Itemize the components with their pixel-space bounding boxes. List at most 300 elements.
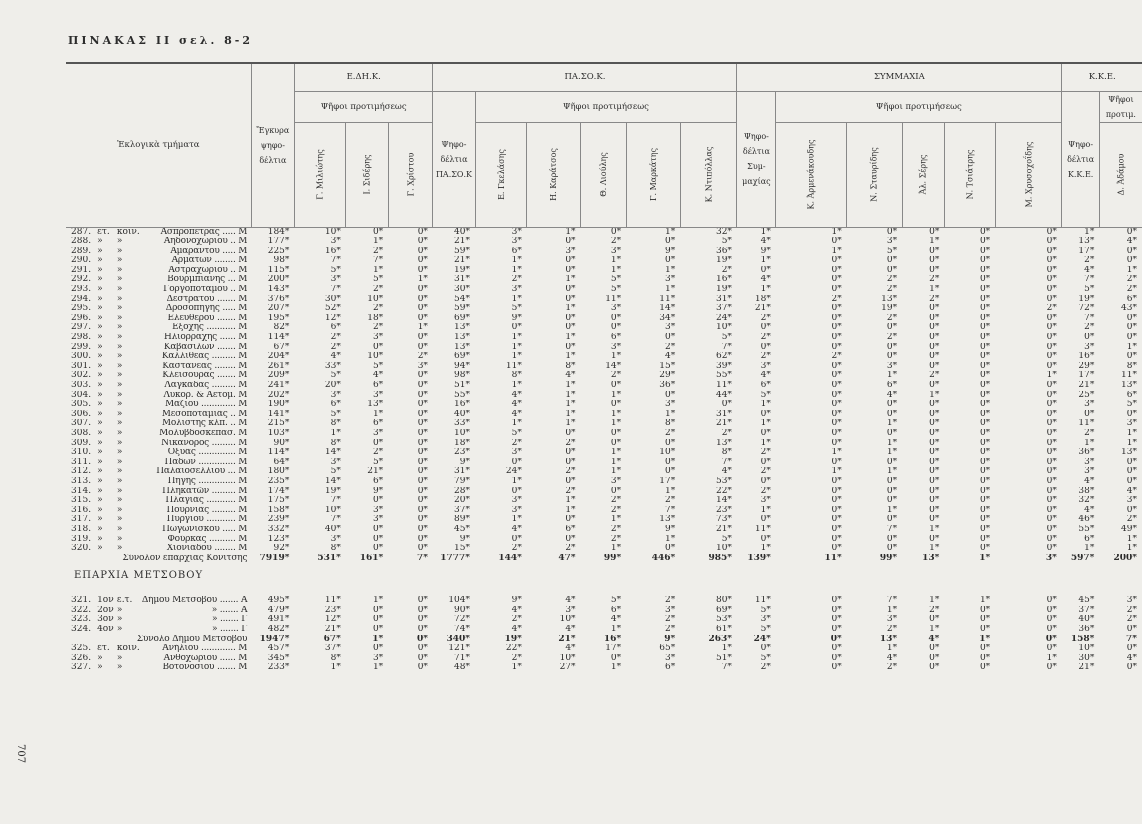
- pref-votes-symmachia: Ψῆφοι προτιμήσεως: [776, 91, 1062, 122]
- vote-count: 13*: [1121, 448, 1137, 458]
- vote-count: 0*: [417, 467, 428, 477]
- vote-count: 0*: [1046, 544, 1057, 554]
- vote-count: 0*: [979, 237, 991, 247]
- vote-count: 2*: [886, 285, 898, 295]
- vote-count: 45*: [454, 524, 470, 534]
- vote-count: 8*: [330, 544, 341, 554]
- vote-count: 62*: [715, 352, 732, 362]
- vote-count: 0*: [979, 381, 991, 390]
- vote-count: 1*: [1126, 265, 1137, 275]
- vote-count: 19*: [881, 304, 898, 314]
- vote-count: 0*: [886, 227, 898, 237]
- vote-count: 0*: [979, 605, 991, 615]
- vote-count: 2*: [417, 352, 428, 362]
- vote-count: 23*: [454, 448, 470, 458]
- vote-count: 0*: [929, 313, 940, 323]
- vote-count: 479*: [267, 605, 290, 615]
- table-row: [66, 644, 1142, 654]
- vote-count: 1*: [417, 323, 428, 333]
- vote-count: 0*: [831, 486, 842, 496]
- vote-count: 0*: [760, 476, 771, 486]
- vote-count: 1*: [760, 285, 771, 295]
- pref-votes-edik: Ψῆφοι προτιμήσεως: [294, 91, 433, 122]
- total-row: [66, 554, 1142, 564]
- vote-count: 0*: [979, 333, 991, 343]
- vote-count: 0*: [511, 457, 522, 467]
- vote-count: 1*: [886, 419, 898, 429]
- vote-count: 0*: [979, 515, 991, 525]
- vote-count: 0*: [831, 596, 842, 606]
- vote-count: 0*: [1046, 409, 1057, 419]
- vote-count: 2*: [831, 294, 842, 304]
- row-type: »: [97, 246, 103, 256]
- vote-count: 0*: [664, 438, 676, 448]
- vote-count: 2*: [929, 605, 940, 615]
- total-count: 1*: [979, 553, 991, 563]
- vote-count: 33*: [454, 419, 470, 429]
- row-id: 310.: [71, 448, 92, 458]
- vote-count: 21*: [1078, 663, 1095, 673]
- vote-count: 2*: [511, 275, 522, 285]
- row-type: »: [97, 663, 103, 673]
- vote-count: 33*: [324, 361, 341, 371]
- vote-count: 1*: [511, 352, 522, 362]
- vote-count: 0*: [417, 333, 428, 343]
- candidate-header: Κ. Ντιπόλλας: [680, 122, 737, 227]
- vote-count: 2*: [760, 352, 771, 362]
- vote-count: 0*: [1046, 352, 1057, 362]
- candidate-header: Γ. Μαρκάτης: [626, 122, 680, 227]
- vote-count: 5*: [610, 596, 622, 606]
- vote-count: 8*: [330, 438, 341, 448]
- vote-count: 0*: [831, 323, 842, 333]
- table-row: [66, 429, 1142, 439]
- vote-count: 0*: [610, 381, 622, 390]
- row-type: »: [97, 428, 103, 438]
- vote-count: 6*: [565, 524, 576, 534]
- vote-count: 1*: [511, 515, 522, 525]
- candidate-header: Θ. Λιούλης: [581, 122, 627, 227]
- vote-count: 20*: [324, 381, 341, 390]
- vote-count: 36*: [659, 381, 676, 390]
- vote-count: 0*: [1046, 476, 1057, 486]
- row-type: »: [97, 534, 103, 544]
- vote-count: 0*: [886, 544, 898, 554]
- vote-count: 1*: [565, 275, 576, 285]
- vote-count: 21*: [715, 524, 732, 534]
- vote-count: 0*: [929, 438, 940, 448]
- table-row: [66, 304, 1142, 314]
- row-kind: »: [116, 486, 123, 496]
- vote-count: 1*: [664, 265, 676, 275]
- row-kind: »: [116, 246, 123, 256]
- vote-count: 48*: [454, 663, 470, 673]
- total-count: 0*: [416, 634, 428, 644]
- vote-count: 1*: [929, 596, 940, 606]
- total-count: 1947*: [259, 634, 290, 644]
- row-id: 316.: [71, 505, 92, 515]
- vote-count: 0*: [929, 644, 940, 654]
- vote-count: 0*: [511, 323, 522, 333]
- vote-count: 90*: [454, 605, 470, 615]
- vote-count: 0*: [979, 486, 991, 496]
- vote-count: 0*: [417, 505, 428, 515]
- vote-count: 19*: [1078, 294, 1095, 304]
- vote-count: 13*: [454, 333, 470, 343]
- vote-count: 10*: [659, 448, 676, 458]
- vote-count: 0*: [979, 625, 991, 635]
- vote-count: 0*: [565, 265, 576, 275]
- vote-count: 53*: [715, 476, 732, 486]
- row-kind: »: [116, 237, 123, 247]
- row-id: 304.: [71, 390, 92, 400]
- vote-count: 3*: [372, 515, 384, 525]
- vote-count: 0*: [831, 663, 842, 673]
- vote-count: 0*: [886, 534, 898, 544]
- district-name: » ....... Α: [211, 605, 248, 615]
- total-count: 19*: [504, 634, 522, 644]
- table-body: [66, 227, 1142, 673]
- vote-count: 0*: [831, 313, 842, 323]
- vote-count: 9*: [372, 486, 384, 496]
- row-id: 291.: [71, 265, 92, 275]
- vote-count: 32*: [1078, 496, 1095, 506]
- vote-count: 54*: [454, 294, 470, 304]
- vote-count: 0*: [565, 457, 576, 467]
- vote-count: 4*: [886, 653, 898, 663]
- table-row: [66, 400, 1142, 410]
- district-name: Γοργοποτάμου .. Μ: [163, 285, 248, 295]
- total-count: 4*: [928, 634, 940, 644]
- vote-count: 0*: [979, 275, 991, 285]
- vote-count: 11*: [605, 294, 622, 304]
- vote-count: 0*: [979, 505, 991, 515]
- vote-count: 7*: [1084, 275, 1095, 285]
- vote-count: 0*: [417, 448, 428, 458]
- table-row: [66, 362, 1142, 372]
- district-name: » ....... Γ: [211, 625, 248, 635]
- vote-count: 1*: [330, 663, 341, 673]
- party-edik-header: Ε.ΔΗ.Κ.: [294, 63, 433, 91]
- vote-count: 9*: [664, 246, 676, 256]
- vote-count: 0*: [929, 505, 940, 515]
- vote-count: 175*: [267, 496, 290, 506]
- page-title: ΠΙΝΑΚΑΣ II σελ. 8-2: [68, 34, 253, 47]
- vote-count: 2*: [330, 342, 341, 352]
- vote-count: 0*: [760, 428, 771, 438]
- vote-count: 11*: [659, 294, 676, 304]
- vote-count: 0*: [417, 285, 428, 295]
- vote-count: 5*: [721, 333, 732, 343]
- vote-count: 3*: [511, 505, 522, 515]
- row-id: 309.: [71, 438, 92, 448]
- vote-count: 6*: [330, 400, 341, 410]
- vote-count: 200*: [267, 275, 290, 285]
- vote-count: 1*: [565, 227, 576, 237]
- row-type: »: [97, 381, 103, 390]
- vote-count: 1*: [886, 438, 898, 448]
- vote-count: 0*: [831, 333, 842, 343]
- vote-count: 6*: [1084, 534, 1095, 544]
- vote-count: 8*: [511, 371, 522, 381]
- table-row: [66, 615, 1142, 625]
- vote-count: 0*: [1046, 323, 1057, 333]
- vote-count: 2*: [886, 663, 898, 673]
- vote-count: 0*: [929, 265, 940, 275]
- vote-count: 2*: [664, 496, 676, 506]
- vote-count: 1*: [886, 505, 898, 515]
- vote-count: 1*: [929, 390, 940, 400]
- vote-count: 0*: [979, 313, 991, 323]
- vote-count: 0*: [831, 371, 842, 381]
- vote-count: 3*: [760, 615, 771, 625]
- vote-count: 180*: [267, 467, 290, 477]
- vote-count: 13*: [1121, 381, 1137, 390]
- vote-count: 10*: [324, 505, 341, 515]
- row-kind: »: [116, 361, 123, 371]
- row-kind: »: [116, 663, 123, 673]
- candidate-header: Ν. Τσιάτρης: [944, 122, 995, 227]
- district-name: Καβασίλων ....... Μ: [163, 342, 248, 352]
- table-row: [66, 506, 1142, 516]
- vote-count: 0*: [831, 409, 842, 419]
- vote-count: 0*: [417, 605, 428, 615]
- vote-count: 13*: [1078, 237, 1095, 247]
- district-name: Ἡλιορράχης ...... Μ: [162, 333, 248, 343]
- vote-count: 24*: [505, 467, 522, 477]
- candidate-header: Η. Καράτσος: [527, 122, 581, 227]
- row-type: »: [97, 486, 103, 496]
- vote-count: 13*: [881, 294, 898, 304]
- vote-count: 0*: [1046, 534, 1057, 544]
- total-count: 597*: [1070, 553, 1095, 563]
- total-count: 99*: [603, 553, 622, 563]
- section-row: [66, 563, 1142, 588]
- vote-count: 4*: [1084, 265, 1095, 275]
- table-row: [66, 275, 1142, 285]
- vote-count: 1*: [511, 342, 522, 352]
- row-id: 293.: [71, 285, 92, 295]
- vote-count: 0*: [886, 409, 898, 419]
- vote-count: 0*: [886, 352, 898, 362]
- vote-count: 3*: [886, 361, 898, 371]
- vote-count: 2*: [1084, 323, 1095, 333]
- row-type: ἐτ.: [97, 644, 110, 654]
- row-kind: »: [116, 496, 123, 506]
- row-kind: »: [116, 381, 123, 390]
- vote-count: 0*: [979, 476, 991, 486]
- vote-count: 55*: [1078, 524, 1095, 534]
- vote-count: 0*: [760, 457, 771, 467]
- vote-count: 5*: [721, 237, 732, 247]
- vote-count: 2*: [664, 615, 676, 625]
- vote-count: 24*: [715, 313, 732, 323]
- vote-count: 0*: [1046, 265, 1057, 275]
- valid-ballots-header: Ἔγκυρα ψηφο-δέλτια: [251, 63, 294, 227]
- vote-count: 0*: [1046, 419, 1057, 429]
- vote-count: 3*: [1126, 596, 1137, 606]
- vote-count: 1*: [511, 663, 522, 673]
- total-count: 144*: [498, 553, 522, 563]
- vote-count: 4*: [565, 625, 576, 635]
- district-name: Ἀρμάτων ........ Μ: [171, 256, 248, 266]
- vote-count: 36*: [1078, 448, 1095, 458]
- vote-count: 0*: [979, 390, 991, 400]
- total-count: 21*: [558, 634, 576, 644]
- district-name: Λαγκάδας ......... Μ: [164, 381, 248, 390]
- row-type: ἐτ.: [97, 227, 110, 237]
- vote-count: 3*: [330, 534, 341, 544]
- vote-count: 376*: [267, 294, 290, 304]
- row-kind: »: [116, 333, 123, 343]
- vote-count: 239*: [267, 515, 290, 525]
- vote-count: 0*: [979, 448, 991, 458]
- vote-count: 1*: [511, 333, 522, 343]
- vote-count: 0*: [831, 304, 842, 314]
- vote-count: 2*: [1046, 304, 1057, 314]
- vote-count: 49*: [1121, 524, 1137, 534]
- vote-count: 0*: [831, 625, 842, 635]
- vote-count: 0*: [929, 352, 940, 362]
- vote-count: 1*: [831, 246, 842, 256]
- total-label: Σύνολο Δήμου Μετσόβου: [136, 634, 248, 644]
- vote-count: 0*: [417, 265, 428, 275]
- vote-count: 16*: [454, 400, 470, 410]
- total-row: [66, 635, 1142, 645]
- pref-votes-pasok: Ψῆφοι προτιμήσεως: [475, 91, 737, 122]
- row-kind: »: [116, 371, 123, 381]
- table-row: [66, 515, 1142, 525]
- district-name: Πληκατῶν ......... Μ: [162, 486, 248, 496]
- vote-count: 3*: [664, 653, 676, 663]
- total-count: 340*: [446, 634, 470, 644]
- total-count: 1*: [979, 634, 991, 644]
- vote-count: 21*: [754, 304, 771, 314]
- candidate-header: Ἀλ. Σέρης: [902, 122, 944, 227]
- total-count: 985*: [708, 553, 732, 563]
- vote-count: 0*: [1046, 644, 1057, 654]
- row-type: »: [97, 524, 103, 534]
- vote-count: 40*: [1078, 615, 1095, 625]
- vote-count: 0*: [664, 457, 676, 467]
- vote-count: 1*: [760, 419, 771, 429]
- ballots-symmachia-header: Ψηφο-δέλτια Συμ-μαχίας: [737, 91, 776, 227]
- candidate-header: Κ. Ἀρμενάκουδης: [776, 122, 847, 227]
- vote-count: 2*: [610, 534, 622, 544]
- vote-count: 7*: [330, 496, 341, 506]
- vote-count: 0*: [1046, 605, 1057, 615]
- row-id: 302.: [71, 371, 92, 381]
- vote-count: 0*: [565, 323, 576, 333]
- row-id: 300.: [71, 352, 92, 362]
- row-kind: »: [116, 304, 123, 314]
- vote-count: 30*: [324, 294, 341, 304]
- vote-count: 2*: [372, 285, 384, 295]
- district-name: Πηγῆς .............. Μ: [167, 476, 248, 486]
- vote-count: 11*: [505, 361, 522, 371]
- vote-count: 11*: [1078, 419, 1095, 429]
- vote-count: 8*: [330, 419, 341, 429]
- vote-count: 4*: [565, 644, 576, 654]
- vote-count: 94*: [454, 361, 470, 371]
- vote-count: 491*: [267, 615, 290, 625]
- vote-count: 0*: [417, 524, 428, 534]
- vote-count: 0*: [886, 256, 898, 266]
- vote-count: 0*: [372, 496, 384, 506]
- party-symmachia-header: ΣΥΜΜΑΧΙΑ: [737, 63, 1062, 91]
- vote-count: 3*: [1084, 467, 1095, 477]
- vote-count: 17*: [1078, 371, 1095, 381]
- vote-count: 7*: [886, 596, 898, 606]
- vote-count: 0*: [831, 505, 842, 515]
- spacer-row: [66, 588, 1142, 596]
- row-kind: »: [116, 534, 123, 544]
- vote-count: 1*: [886, 605, 898, 615]
- vote-count: 204*: [267, 352, 290, 362]
- vote-count: 4*: [372, 371, 384, 381]
- row-id: 322.: [71, 605, 92, 615]
- vote-count: 4*: [565, 371, 576, 381]
- vote-count: 0*: [1046, 448, 1057, 458]
- vote-count: 14*: [605, 361, 622, 371]
- vote-count: 0*: [1046, 457, 1057, 467]
- vote-count: 2*: [1126, 285, 1137, 295]
- row-kind: »: [116, 615, 123, 625]
- vote-count: 21*: [454, 256, 470, 266]
- vote-count: 0*: [886, 323, 898, 333]
- vote-count: 5*: [372, 275, 384, 285]
- vote-count: 10*: [715, 323, 732, 333]
- vote-count: 2*: [565, 486, 576, 496]
- vote-count: 6*: [372, 476, 384, 486]
- vote-count: 174*: [267, 486, 290, 496]
- vote-count: 0*: [831, 256, 842, 266]
- vote-count: 2*: [1126, 515, 1137, 525]
- district-name: » ....... Γ: [211, 615, 248, 625]
- vote-count: 0*: [929, 653, 940, 663]
- district-name: Κλεισουρᾶς ....... Μ: [162, 371, 248, 381]
- table-row: [66, 535, 1142, 545]
- vote-count: 0*: [886, 476, 898, 486]
- vote-count: 0*: [417, 409, 428, 419]
- district-name: Ἀστραχωρίου .. Μ: [168, 265, 248, 275]
- row-kind: κοιν.: [116, 227, 140, 237]
- row-kind: »: [116, 505, 123, 515]
- total-count: 7*: [1126, 634, 1137, 644]
- vote-count: 98*: [273, 256, 290, 266]
- vote-count: 3*: [664, 400, 676, 410]
- vote-count: 2*: [565, 544, 576, 554]
- vote-count: 17*: [1078, 246, 1095, 256]
- vote-count: 37*: [454, 505, 470, 515]
- district-name: Βοτονοσίου ....... Μ: [162, 663, 248, 673]
- vote-count: 38*: [1078, 486, 1095, 496]
- vote-count: 40*: [454, 409, 470, 419]
- table-row: [66, 525, 1142, 535]
- vote-count: 2*: [1084, 256, 1095, 266]
- vote-count: 7*: [886, 524, 898, 534]
- vote-count: 0*: [929, 409, 940, 419]
- vote-count: 0*: [979, 496, 991, 506]
- table-row: [66, 371, 1142, 381]
- vote-count: 34*: [659, 313, 676, 323]
- vote-count: 0*: [1046, 428, 1057, 438]
- vote-count: 1*: [610, 663, 622, 673]
- vote-count: 12*: [324, 615, 341, 625]
- vote-count: 0*: [831, 438, 842, 448]
- vote-count: 22*: [715, 486, 732, 496]
- vote-count: 0*: [1046, 227, 1057, 237]
